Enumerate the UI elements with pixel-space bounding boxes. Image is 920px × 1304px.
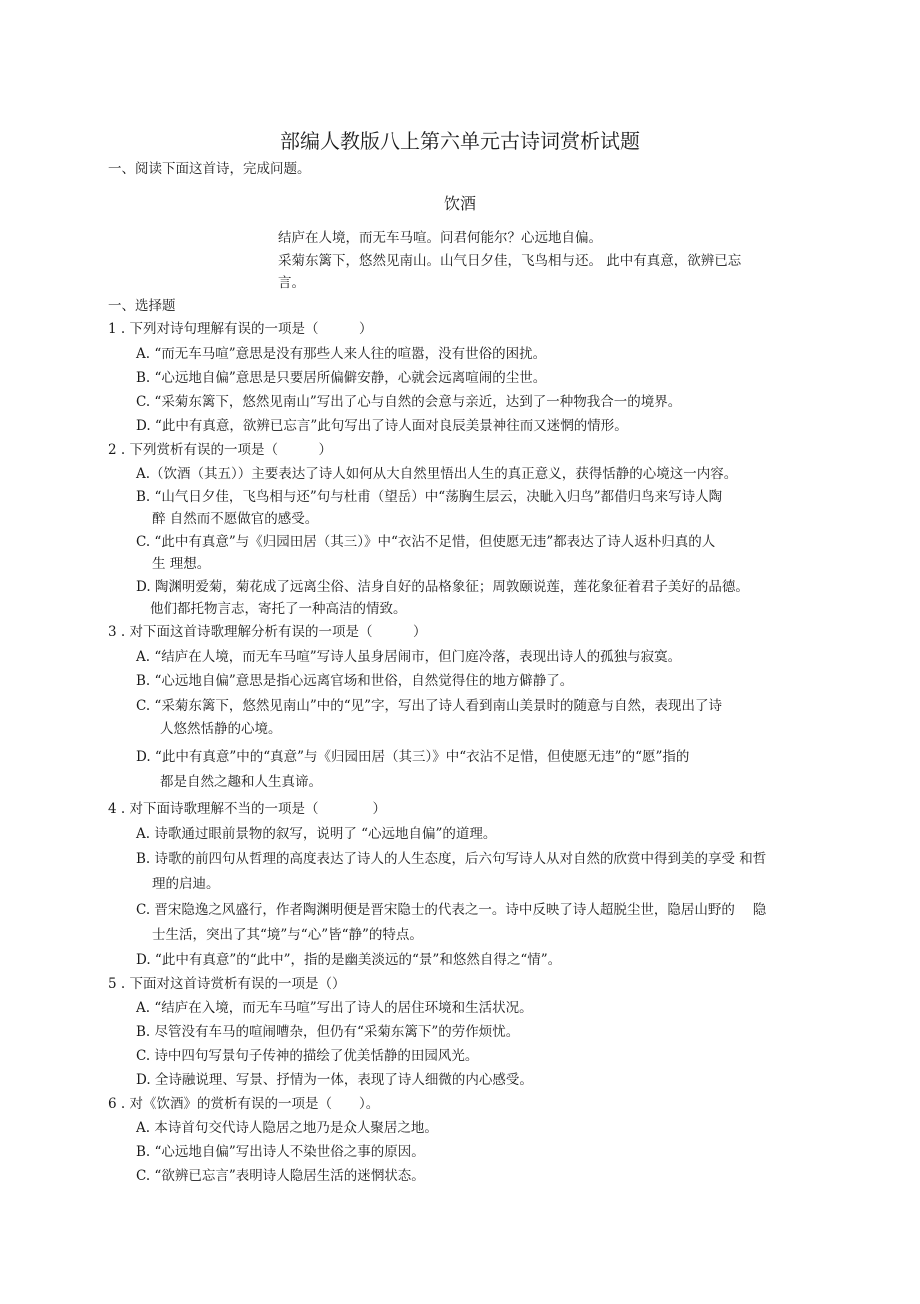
question-6-option-b: B. “心远地自偏”写出诗人不染世俗之事的原因。 — [136, 1144, 425, 1160]
question-1-stem: 1 . 下列对诗句理解有误的一项是（ ） — [108, 321, 373, 337]
question-2-option-c: C. “此中有真意”与《归园田居（其三）》中“衣沾不足惜，但使愿无违”都表达了诗人返朴归真的人 — [136, 534, 716, 550]
poem-line: 采菊东篱下，悠然见南山。山气日夕佳，飞鸟相与还。 此中有真意，欲辨已忘 — [278, 253, 742, 269]
question-1-option-a: A. “而无车马喧”意思是没有那些人来人往的喧嚣，没有世俗的困扰。 — [136, 346, 547, 362]
poem-line: 结庐在人境，而无车马喧。问君何能尔？心远地自偏。 — [278, 230, 602, 246]
question-6-option-a: A. 本诗首句交代诗人隐居之地乃是众人聚居之地。 — [136, 1120, 438, 1136]
question-1-option-c: C. “采菊东篱下，悠然见南山”写出了心与自然的会意与亲近，达到了一种物我合一的境界。 — [136, 394, 682, 410]
question-4-option-b-continued: 理的启迪。 — [152, 876, 220, 892]
question-3-stem: 3 . 对下面这首诗歌理解分析有误的一项是（ ） — [108, 624, 427, 640]
question-4-option-c: C. 晋宋隐逸之风盛行，作者陶渊明便是晋宋隐士的代表之一。诗中反映了诗人超脱尘世，隐居山野的 隐 — [136, 902, 767, 918]
question-2-option-b-continued: 醉 自然而不愿做官的感受。 — [152, 511, 319, 527]
document-title: 部编人教版八上第六单元古诗词赏析试题 — [280, 129, 640, 153]
question-1-option-b: B. “心远地自偏”意思是只要居所偏僻安静，心就会远离喧闹的尘世。 — [136, 370, 547, 386]
question-4-option-a: A. 诗歌通过眼前景物的叙写，说明了 “心远地自偏”的道理。 — [136, 826, 497, 842]
question-2-option-d-continued: 他们都托物言志，寄托了一种高洁的情致。 — [150, 601, 407, 617]
question-4-option-d: D. “此中有真意”的“此中”，指的是幽美淡远的“景”和悠然自得之“情”。 — [136, 952, 562, 968]
question-3-option-c: C. “采菊东篱下，悠然见南山”中的“见”字，写出了诗人看到南山美景时的随意与自然，表现出了诗 — [136, 698, 723, 714]
poem-line: 言。 — [278, 275, 305, 291]
question-5-option-b: B. 尽管没有车马的喧闹嘈杂，但仍有“采菊东篱下”的劳作烦忧。 — [136, 1024, 520, 1040]
question-3-option-b: B. “心远地自偏”意思是指心远离官场和世俗，自然觉得住的地方僻静了。 — [136, 673, 574, 689]
question-5-stem: 5 . 下面对这首诗赏析有误的一项是（） — [108, 976, 346, 992]
question-4-stem: 4 . 对下面诗歌理解不当的一项是（ ） — [108, 801, 386, 817]
question-2-option-b: B. “山气日夕佳，飞鸟相与还”句与杜甫（望岳）中“荡胸生层云，决眦入归鸟”都借归鸟来写诗人陶 — [136, 489, 723, 505]
poem-title: 饮酒 — [443, 194, 476, 213]
question-4-option-b: B. 诗歌的前四句从哲理的高度表达了诗人的人生态度，后六句写诗人从对自然的欣赏中得到美的享受 和哲 — [136, 851, 767, 867]
question-3-option-c-continued: 人悠然恬静的心境。 — [160, 721, 282, 737]
question-2-stem: 2 . 下列赏析有误的一项是（ ） — [108, 442, 332, 458]
question-1-option-d: D. “此中有真意，欲辨已忘言”此句写出了诗人面对良辰美景神往而又迷惘的情形。 — [136, 418, 628, 434]
question-5-option-a: A. “结庐在入境，而无车马喧”写出了诗人的居住环境和生活状况。 — [136, 1000, 533, 1016]
section-heading-reading: 一、阅读下面这首诗，完成问题。 — [108, 161, 311, 177]
question-3-option-d: D. “此中有真意”中的“真意”与《归园田居（其三）》中“衣沾不足惜，但使愿无违”的“愿”指的 — [136, 749, 690, 765]
question-2-option-d: D. 陶渊明爱菊，菊花成了远离尘俗、洁身自好的品格象征；周敦颐说莲，莲花象征着君子美好的品德。 — [136, 579, 749, 595]
question-2-option-c-continued: 生 理想。 — [152, 556, 211, 572]
section-heading-choice: 一、选择题 — [108, 298, 176, 314]
question-6-option-c: C. “欲辨已忘言”表明诗人隐居生活的迷惘状态。 — [136, 1168, 425, 1184]
question-5-option-c: C. 诗中四句写景句子传神的描绘了优美恬静的田园风光。 — [136, 1048, 479, 1064]
question-6-stem: 6 . 对《饮酒》的赏析有误的一项是（ ）。 — [108, 1096, 380, 1112]
question-3-option-d-continued: 都是自然之趣和人生真谛。 — [160, 774, 322, 790]
question-2-option-a: A.（饮酒（其五））主要表达了诗人如何从大自然里悟出人生的真正意义，获得恬静的心境这一内容。 — [136, 466, 738, 482]
question-4-option-c-continued: 士生活，突出了其“境”与“心”皆“静”的特点。 — [152, 927, 423, 943]
question-5-option-d: D. 全诗融说理、写景、抒情为一体，表现了诗人细微的内心感受。 — [136, 1072, 533, 1088]
question-3-option-a: A. “结庐在人境，而无车马喧”写诗人虽身居闹市，但门庭冷落，表现出诗人的孤独与寂寞。 — [136, 649, 682, 665]
